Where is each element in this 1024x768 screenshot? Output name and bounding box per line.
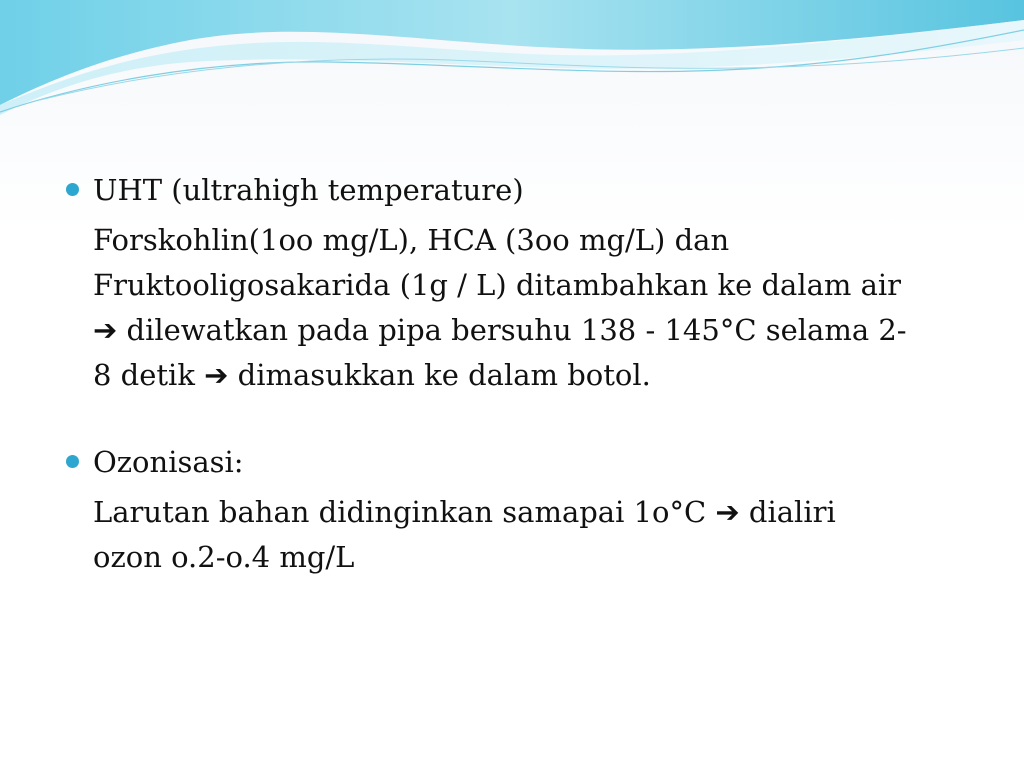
paragraph-line: ozon o.2-o.4 mg/L: [93, 540, 355, 574]
bullet-item-ozonisasi: [62, 440, 962, 484]
bullet-dot-icon: [66, 455, 79, 468]
decorative-wave-header: [0, 0, 1024, 130]
paragraph-line: 8 detik ➔ dimasukkan ke dalam botol.: [93, 358, 651, 392]
paragraph-uht: [62, 218, 962, 398]
paragraph-ozonisasi: [62, 490, 962, 580]
bullet-dot-icon: [66, 183, 79, 196]
slide-body: [62, 168, 962, 580]
bullet-heading: Ozonisasi:: [93, 445, 244, 479]
bullet-heading: UHT (ultrahigh temperature): [93, 173, 524, 207]
paragraph-line: ➔ dilewatkan pada pipa bersuhu 138 - 145°C selama 2-: [93, 313, 907, 347]
paragraph-line: Fruktooligosakarida (1g / L) ditambahkan ke dalam air: [93, 268, 902, 302]
paragraph-line: Forskohlin(1oo mg/L), HCA (3oo mg/L) dan: [93, 223, 730, 257]
bullet-item-uht: [62, 168, 962, 212]
paragraph-line: Larutan bahan didinginkan samapai 1o°C ➔ dialiri: [93, 495, 836, 529]
